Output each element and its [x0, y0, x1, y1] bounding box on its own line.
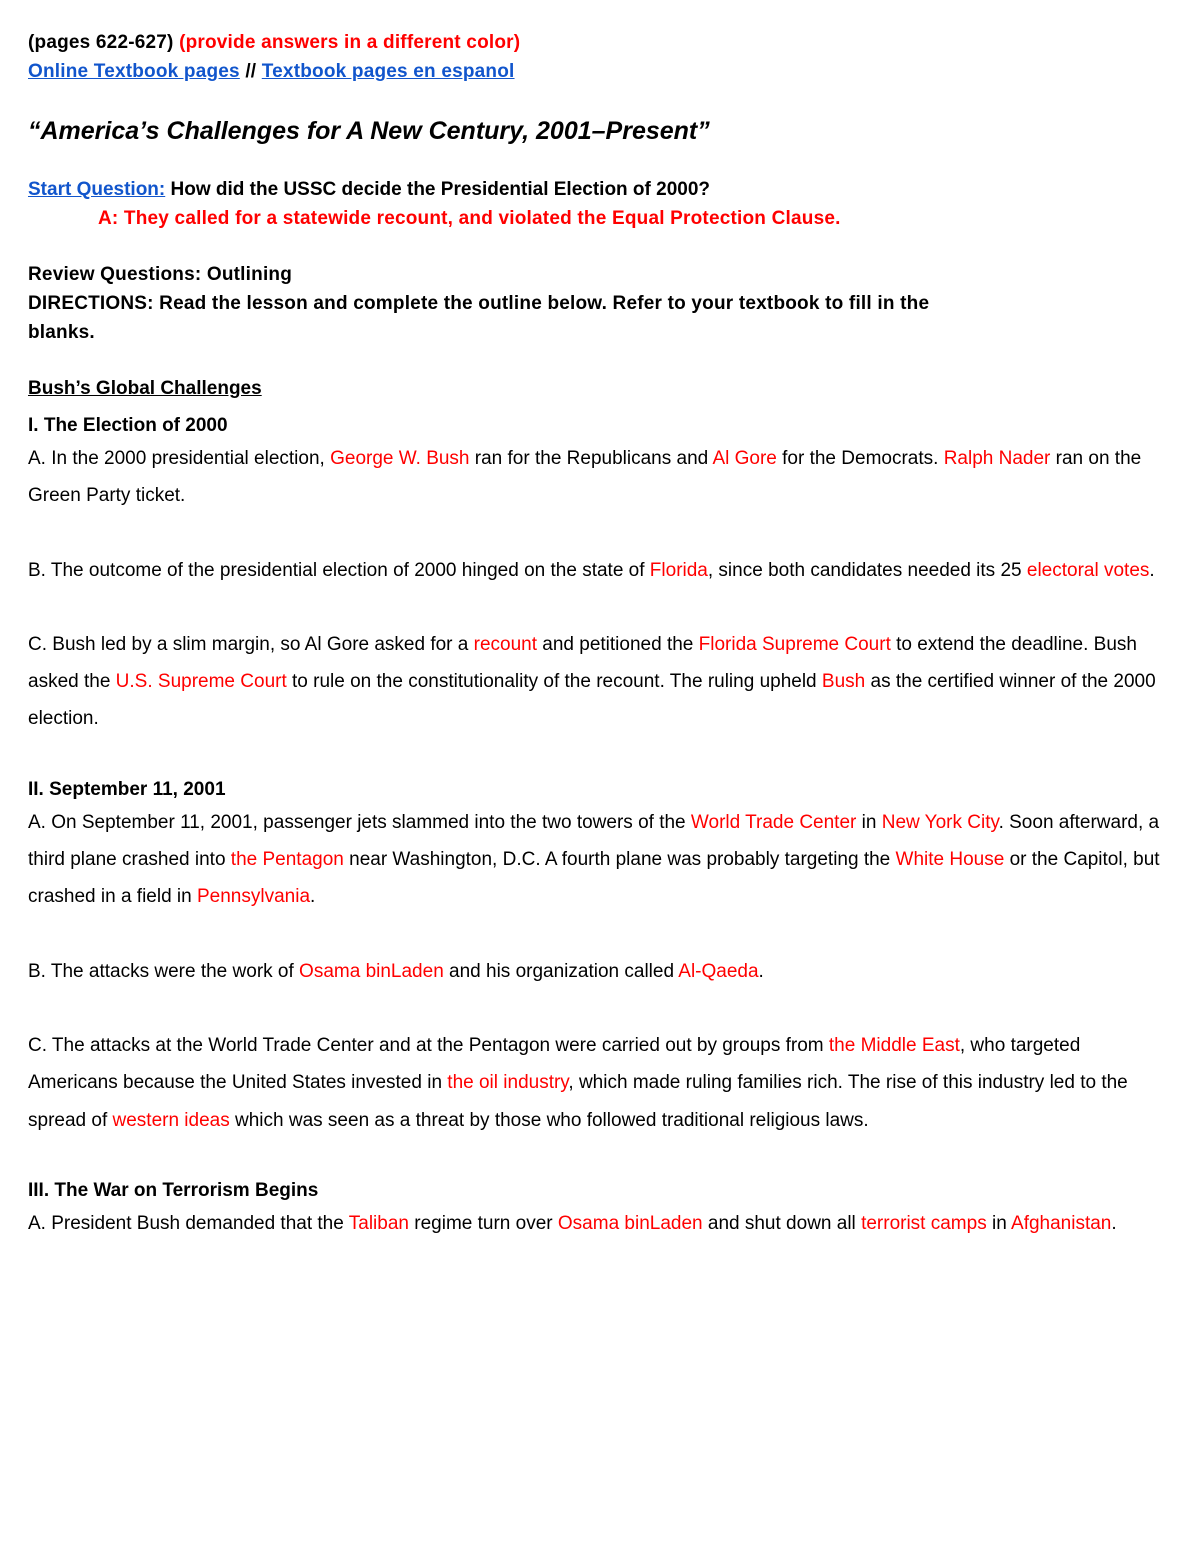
filled-answer: Florida Supreme Court — [698, 633, 891, 655]
filled-answer: Osama binLaden — [299, 960, 444, 982]
filled-answer: Ralph Nader — [943, 448, 1051, 469]
filled-answer: Pennsylvania — [197, 886, 311, 908]
outline-text: and shut down all — [702, 1212, 862, 1234]
outline-text: as the certified winner of the 2000 election. — [28, 671, 1156, 730]
spanish-textbook-link[interactable]: Textbook pages en espanol — [261, 61, 515, 82]
page-range: (pages 622-627) — [28, 32, 174, 53]
textbook-links — [28, 57, 1172, 86]
filled-answer: terrorist camps — [861, 1212, 987, 1234]
outline-item — [28, 626, 1168, 738]
filled-answer: White House — [895, 849, 1005, 871]
outline-item — [28, 1205, 1168, 1242]
review-heading: Review Questions: Outlining — [28, 264, 293, 285]
outline-text: A. President Bush demanded that the — [28, 1212, 349, 1234]
outline-text: C. Bush led by a slim margin, so Al Gore asked for a — [28, 633, 474, 655]
filled-answer: Florida — [649, 559, 708, 581]
filled-answer: Al Gore — [712, 448, 777, 469]
outline-text: . — [1149, 559, 1155, 581]
filled-answer: recount — [473, 633, 538, 655]
outline-text: , which made ruling families rich. The rise of this industry led to the spread of — [28, 1072, 1128, 1131]
filled-answer: Osama binLaden — [557, 1212, 703, 1234]
outline-text: . — [310, 886, 316, 908]
outline-text: for the Democrats. — [776, 448, 944, 469]
filled-answer: Bush — [821, 671, 866, 693]
outline-item — [28, 953, 1168, 990]
filled-answer: the Pentagon — [230, 849, 344, 871]
filled-answer: western ideas — [112, 1109, 230, 1131]
link-separator: // — [245, 61, 257, 82]
page-title: “America’s Challenges for A New Century, 2001–Present” — [28, 117, 710, 145]
section-title: Bush’s Global Challenges — [28, 378, 262, 399]
outline-text: ran on the Green Party ticket. — [28, 448, 1142, 507]
outline-text: . — [1111, 1212, 1117, 1234]
outline — [28, 411, 1172, 1242]
start-question-text: How did the USSC decide the Presidential Election of 2000? — [170, 179, 711, 200]
filled-answer: the Middle East — [828, 1034, 960, 1056]
outline-part-heading: II. September 11, 2001 — [28, 778, 226, 800]
filled-answer: New York City — [881, 811, 999, 833]
filled-answer: George W. Bush — [330, 448, 470, 469]
online-textbook-link[interactable]: Online Textbook pages — [28, 61, 240, 82]
filled-answer: Taliban — [348, 1212, 409, 1234]
start-question-link[interactable]: Start Question: — [28, 179, 166, 200]
outline-part-heading: I. The Election of 2000 — [28, 415, 228, 436]
directions-text: DIRECTIONS: Read the lesson and complete the outline below. Refer to your textbook to fill in the blanks. — [28, 293, 930, 343]
outline-text: to rule on the constitutionality of the recount. The ruling upheld — [286, 671, 822, 693]
outline-text: and his organization called — [443, 960, 679, 982]
filled-answer: World Trade Center — [690, 811, 857, 833]
outline-text: and petitioned the — [537, 633, 699, 655]
answer-instruction: (provide answers in a different color) — [179, 32, 521, 53]
outline-text: B. The outcome of the presidential election of 2000 hinged on the state of — [28, 559, 650, 581]
outline-text: A. On September 11, 2001, passenger jets slammed into the two towers of the — [28, 811, 691, 833]
outline-text: C. The attacks at the World Trade Center and at the Pentagon were carried out by groups from — [28, 1034, 829, 1056]
pages-line — [28, 28, 1172, 57]
filled-answer: Afghanistan — [1011, 1212, 1112, 1234]
filled-answer: U.S. Supreme Court — [115, 671, 287, 693]
outline-text: in — [856, 811, 882, 833]
outline-part-heading: III. The War on Terrorism Begins — [28, 1179, 319, 1201]
outline-item — [28, 1027, 1168, 1139]
start-question-answer: A: They called for a statewide recount, and violated the Equal Protection Clause. — [98, 208, 841, 229]
outline-text: to extend the deadline. Bush asked the — [28, 633, 1137, 693]
outline-text: ran for the Republicans and — [469, 448, 713, 469]
filled-answer: the oil industry — [447, 1072, 569, 1094]
outline-text: , since both candidates needed its 25 — [707, 559, 1027, 581]
outline-text: regime turn over — [408, 1212, 558, 1234]
start-question — [28, 175, 1172, 204]
outline-text: near Washington, D.C. A fourth plane was probably targeting the — [343, 849, 896, 871]
outline-text: , who targeted Americans because the United States invested in — [28, 1034, 1081, 1094]
outline-item — [28, 804, 1168, 916]
outline-text: or the Capitol, but crashed in a field in — [28, 849, 1160, 908]
outline-text: . — [758, 960, 764, 982]
outline-text: which was seen as a threat by those who followed traditional religious laws. — [229, 1109, 869, 1131]
outline-text: A. In the 2000 presidential election, — [28, 448, 331, 469]
outline-item — [28, 440, 1168, 515]
outline-text: . Soon afterward, a third plane crashed into — [28, 811, 1160, 871]
outline-text: B. The attacks were the work of — [28, 960, 300, 982]
outline-text: in — [986, 1212, 1012, 1234]
filled-answer: electoral votes — [1026, 559, 1150, 581]
filled-answer: Al-Qaeda — [678, 960, 759, 982]
outline-item — [28, 552, 1168, 589]
